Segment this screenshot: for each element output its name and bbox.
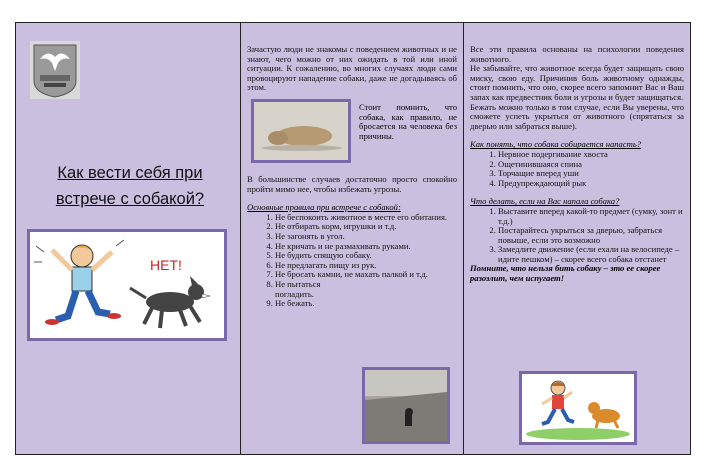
dog-on-road-photo — [362, 367, 450, 444]
rule-item: 9. Не бежать. — [275, 299, 457, 309]
rule-item: 3. Не загонять в угол. — [275, 232, 457, 242]
boy-scared-dog-picture — [30, 232, 224, 338]
brochure-page — [15, 22, 691, 455]
emblem-icon — [30, 41, 80, 99]
title-line-2: встрече с собакой? — [55, 190, 205, 208]
attack-action-item: 2. Постарайтесь укрыться за дверью, забраться повыше, если это возможно — [498, 226, 684, 245]
rule-item: 5. Не будить спящую собаку. — [275, 251, 457, 261]
attack-signs-list — [470, 150, 684, 188]
middle-column — [240, 23, 463, 454]
attack-sign-item: 3. Торчащие вперед уши — [498, 169, 684, 179]
title-line-1: Как вести себя при — [57, 164, 203, 182]
rule-item: 4. Не кричать и не размахивать руками. — [275, 242, 457, 252]
running-paragraph: Бежать можно только в том случае, если Вы уверены, что сможете успеть укрыться от животного (спрятаться за дверью или забраться выше). — [470, 101, 684, 131]
intro-paragraph: Зачастую люди не знакомы с поведением животных и не знают, чего можно от них ожидать в той или иной ситуации. К сожалению, во многих случаях люди сами провоцируют нападение собаки, даже не догадываясь об этом. — [247, 44, 457, 93]
no-exclamation-label: НЕТ! — [150, 257, 182, 273]
attack-signs-heading: Как понять, что собака собирается напасть? — [470, 139, 642, 150]
cover-column — [16, 23, 240, 454]
majority-paragraph: В большинстве случаев достаточно просто спокойно пройти мимо нее, чтобы избежать угрозы. — [247, 173, 457, 194]
lying-dog-picture — [254, 102, 348, 160]
rule-item: 2. Не отбирать корм, игрушки и т.д. — [275, 222, 457, 232]
rule-item: 6. Не предлагать пищу из рук. — [275, 261, 457, 271]
dog-note-block — [247, 93, 457, 167]
attack-actions-list — [470, 207, 684, 265]
boy-running-from-dog-illustration — [519, 371, 637, 445]
dog-on-road-picture — [365, 370, 447, 441]
right-column — [463, 23, 690, 454]
attack-action-item: 1. Выставите вперед какой-то предмет (сумку, зонт и т.д.) — [498, 207, 684, 226]
attack-sign-item: 1. Нервное подергивание хвоста — [498, 150, 684, 160]
boy-running-picture — [522, 374, 634, 442]
attack-sign-item: 4. Предупреждающий рык — [498, 179, 684, 189]
attack-sign-item: 2. Ощетинившаяся спина — [498, 160, 684, 170]
dog-note-text: Стоит помнить, что собака, как правило, не бросается на человека без причины. — [359, 101, 457, 141]
attack-action-heading: Что делать, если на Вас напала собака? — [470, 196, 620, 207]
psychology-paragraph: Все эти правила основаны на психологии поведения животного. — [470, 44, 684, 64]
warning-text: Помните, что нельзя бить собаку – это ее скорее разозлит, чем испугает! — [470, 263, 661, 284]
rule-item: 1. Не беспокоить животное в месте его обитания. — [275, 213, 457, 223]
boy-and-dog-illustration — [27, 229, 227, 341]
brochure-title — [32, 160, 228, 212]
rule-item: 7. Не бросать камни, не махать палкой и т.д. — [275, 270, 440, 280]
lying-dog-photo — [251, 99, 351, 163]
attack-action-item: 3. Замедлите движение (если ехали на велосипеде – идите пешком) – скорее всего собака отстанет — [498, 245, 684, 264]
rules-list — [247, 213, 457, 309]
rule-item: 8. Не пытаться погладить. — [275, 280, 355, 299]
rules-heading: Основные правила при встрече с собакой: — [247, 202, 401, 213]
food-protection-paragraph: Не забывайте, что животное всегда будет защищать свою миску, свою еду. Причинив боль животному однажды, стоит помнить, что оно, скорее всего запомнит Вас и Ваш запах как предвестник боли и угрозы и будет защищаться. — [470, 63, 684, 102]
